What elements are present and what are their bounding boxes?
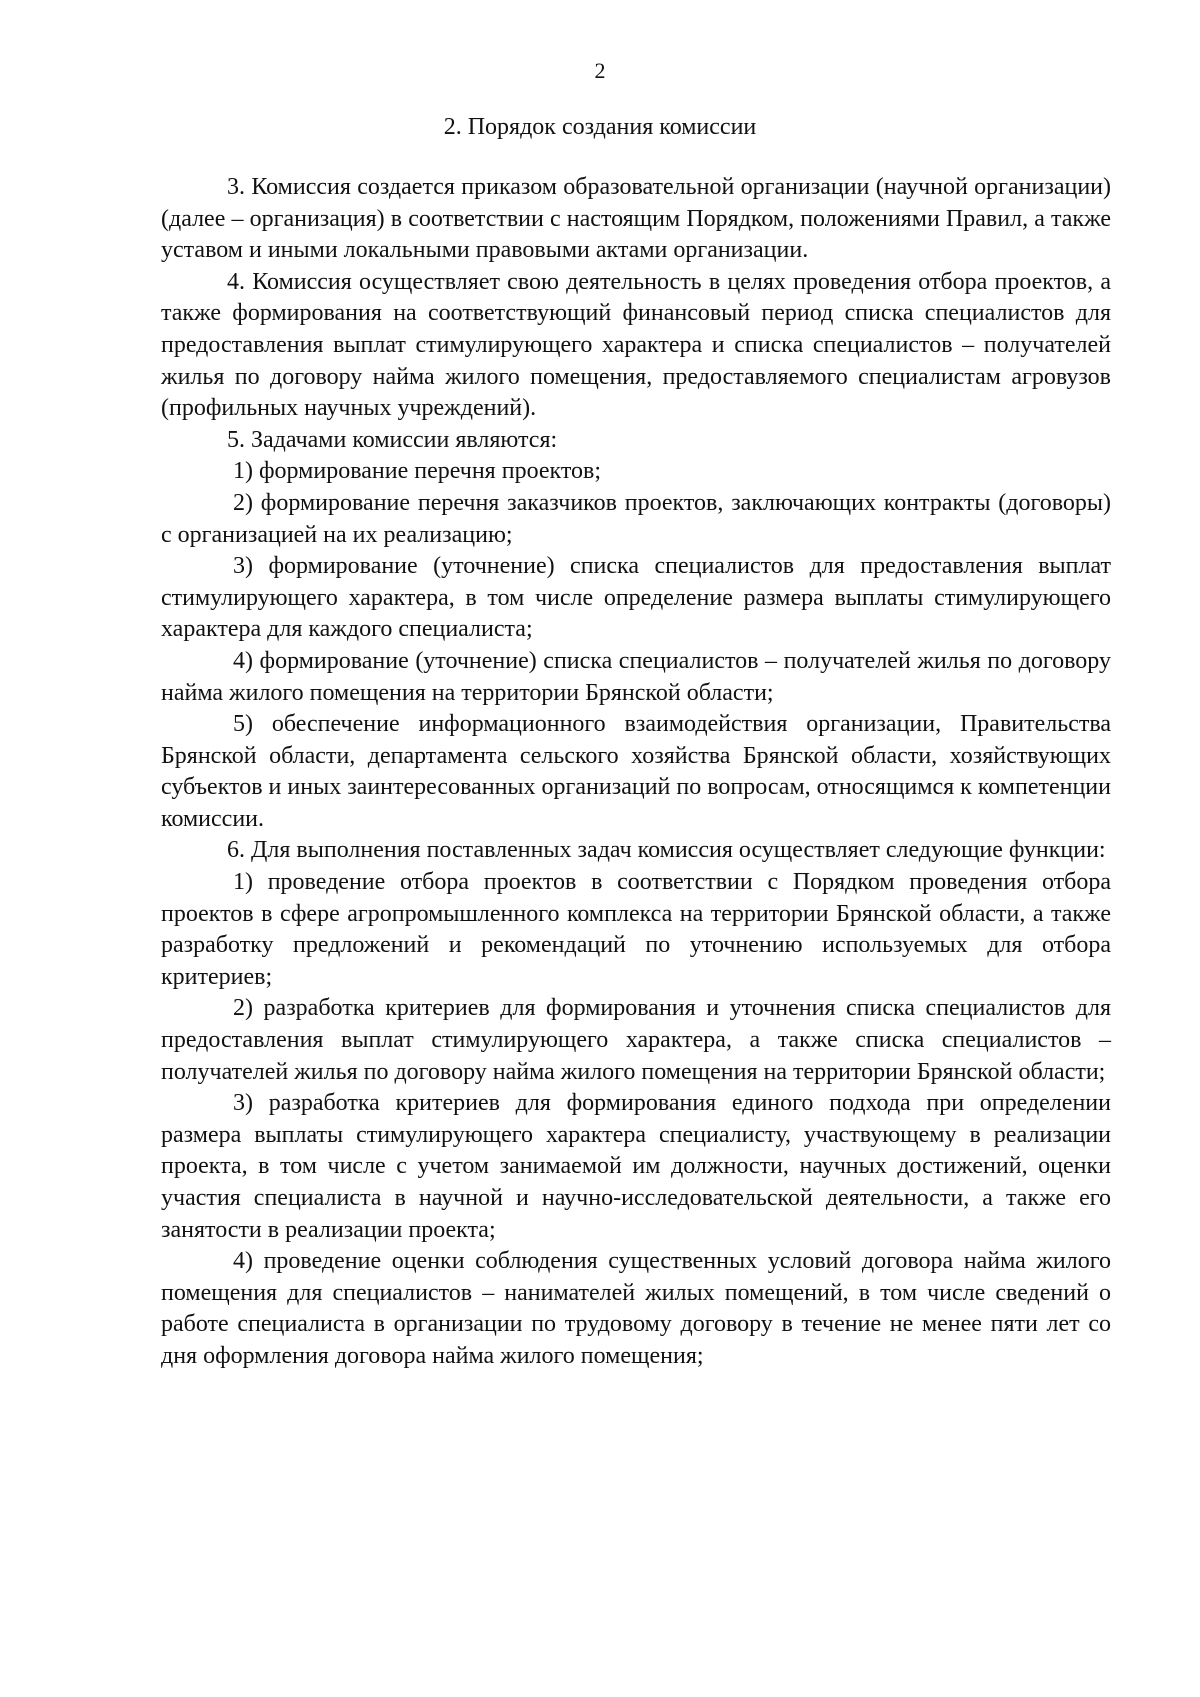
list-item: 3) формирование (уточнение) списка специалистов для предоставления выплат стимулирующего характера, в том числе определение размера выплаты стимулирующего характера для каждого специалиста; bbox=[161, 553, 1111, 643]
document-body bbox=[161, 172, 1111, 1373]
list-item: 1) формирование перечня проектов; bbox=[233, 458, 602, 485]
list-item: 3) разработка критериев для формирования единого подхода при определении размера выплаты стимулирующего характера специалисту, участвующему в реализации проекта, в том числе с учетом занимаемой им должности, научных достижений, оценки участия специалиста в научной и научно-исследовательской деятельности, а также его занятости в реализации проекта; bbox=[161, 1090, 1111, 1243]
paragraph: 4. Комиссия осуществляет свою деятельность в целях проведения отбора проектов, а также формирования на соответствующий финансовый период списка специалистов для предоставления выплат стимулирующего характера и списка специалистов – получателей жилья по договору найма жилого помещения, предоставляемого специалистам агровузов (профильных научных учреждений). bbox=[161, 268, 1111, 422]
list-item: 2) формирование перечня заказчиков проектов, заключающих контракты (договоры) с организацией на их реализацию; bbox=[161, 489, 1111, 548]
paragraph: 3. Комиссия создается приказом образовательной организации (научной организации) (далее – организация) в соответствии с настоящим Порядком, положениями Правил, а также уставом и иными локальными правовыми актами организации. bbox=[161, 174, 1111, 264]
paragraph: 6. Для выполнения поставленных задач комиссия осуществляет следующие функции: bbox=[227, 837, 1106, 864]
list-item: 1) проведение отбора проектов в соответствии с Порядком проведения отбора проектов в сфере агропромышленного комплекса на территории Брянской области, а также разработку предложений и рекомендаций по уточнению используемых для отбора критериев; bbox=[161, 869, 1111, 990]
list-item: 4) проведение оценки соблюдения существенных условий договора найма жилого помещения для специалистов – нанимателей жилых помещений, в том числе сведений о работе специалиста в организации по трудовому договору в течение не менее пяти лет со дня оформления договора найма жилого помещения; bbox=[161, 1248, 1111, 1369]
section-title: 2. Порядок создания комиссии bbox=[443, 114, 757, 140]
list-item: 5) обеспечение информационного взаимодействия организации, Правительства Брянской области, департамента сельского хозяйства Брянской области, хозяйствующих субъектов и иных заинтересованных организаций по вопросам, относящимся к компетенции комиссии. bbox=[161, 711, 1111, 832]
list-item: 4) формирование (уточнение) списка специалистов – получателей жилья по договору найма жилого помещения на территории Брянской области; bbox=[161, 647, 1111, 706]
list-item: 2) разработка критериев для формирования и уточнения списка специалистов для предоставления выплат стимулирующего характера, а также списка специалистов – получателей жилья по договору найма жилого помещения на территории Брянской области; bbox=[161, 995, 1111, 1085]
page-number: 2 bbox=[594, 58, 606, 83]
paragraph: 5. Задачами комиссии являются: bbox=[227, 426, 558, 453]
